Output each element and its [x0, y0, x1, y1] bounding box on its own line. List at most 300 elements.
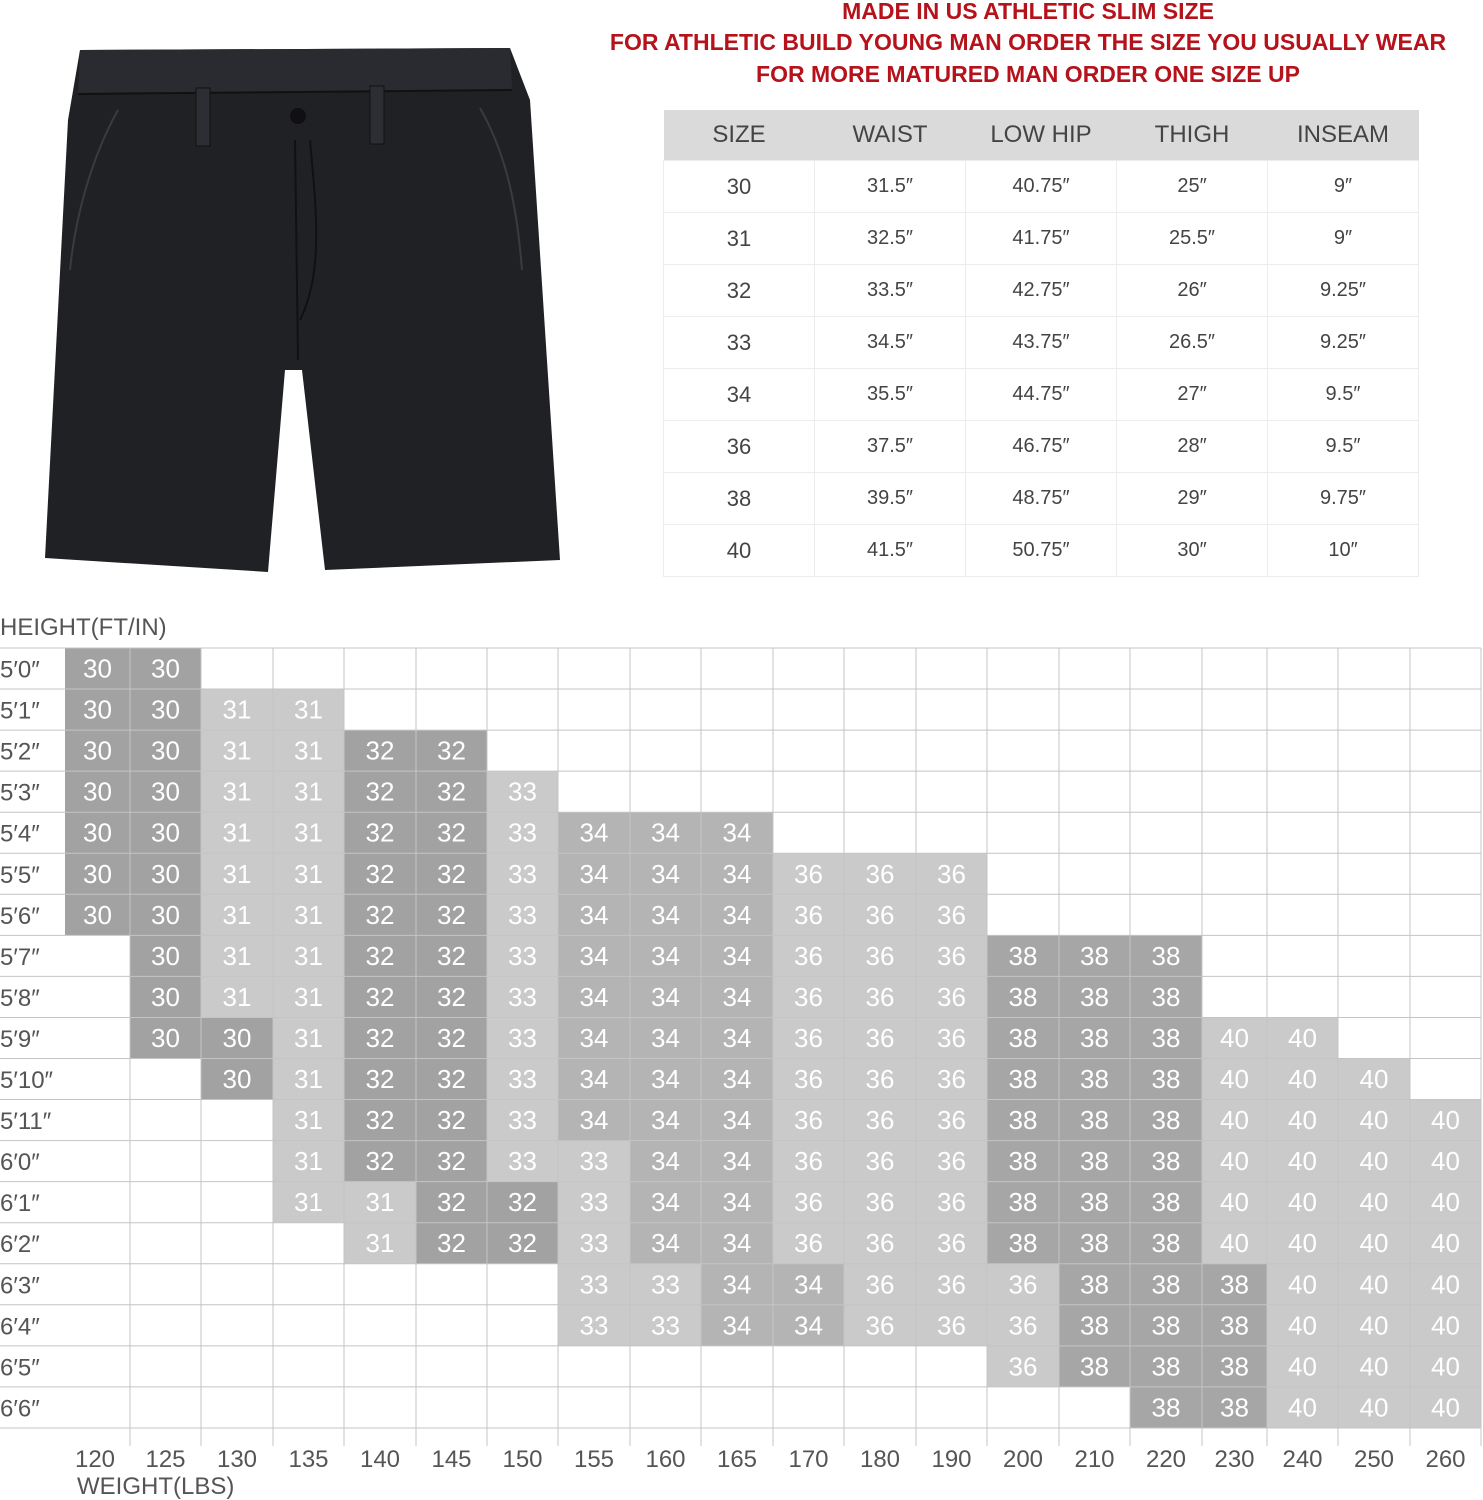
weight-tick-label: 200 — [1002, 1446, 1044, 1473]
size-cell-label: 38 — [1220, 1310, 1249, 1341]
size-cell-label: 31 — [222, 940, 252, 971]
size-cell-label: 38 — [1080, 1105, 1109, 1136]
size-cell-label: 36 — [865, 981, 895, 1012]
size-cell-label: 34 — [722, 1146, 752, 1177]
size-cell-label: 34 — [722, 940, 752, 971]
size-cell-label: 31 — [222, 817, 252, 848]
size-cell-label: 36 — [865, 1228, 895, 1259]
height-tick-label: 5′0″ — [0, 656, 40, 684]
size-cell-label: 38 — [1151, 1351, 1181, 1382]
height-tick-label: 6′2″ — [0, 1231, 40, 1259]
table-cell: 40.75″ — [966, 161, 1117, 213]
height-tick-label: 5′11″ — [0, 1108, 52, 1136]
size-cell-label: 38 — [1080, 981, 1109, 1012]
size-cell-label: 34 — [579, 1022, 609, 1053]
weight-tick-label: 190 — [931, 1446, 972, 1473]
weight-tick-label: 140 — [359, 1446, 401, 1473]
table-row — [664, 525, 1419, 577]
size-cell-label: 34 — [579, 940, 609, 971]
size-cell-label: 34 — [651, 1228, 680, 1259]
size-cell-label: 32 — [437, 1228, 466, 1259]
size-cell-label: 40 — [1359, 1105, 1389, 1136]
table-cell: 9″ — [1268, 161, 1419, 213]
size-cell-label: 31 — [294, 899, 323, 930]
size-cell-label: 33 — [579, 1310, 609, 1341]
table-cell: 43.75″ — [966, 317, 1117, 369]
note-line-2: FOR ATHLETIC BUILD YOUNG MAN ORDER THE SIZE YOU USUALLY WEAR — [609, 29, 1447, 55]
size-cell-label: 33 — [508, 1146, 537, 1177]
size-cell-label: 36 — [937, 981, 966, 1012]
size-cell-label: 32 — [437, 735, 466, 766]
table-cell: 34 — [664, 369, 815, 421]
size-cell-label: 38 — [1008, 1146, 1038, 1177]
size-spec-body — [664, 161, 1419, 577]
weight-tick-label: 125 — [145, 1446, 186, 1473]
size-cell-label: 33 — [508, 817, 537, 848]
size-cell-label: 38 — [1151, 940, 1181, 971]
height-tick-label: 6′4″ — [0, 1313, 40, 1341]
size-cell-label: 40 — [1220, 1146, 1249, 1177]
size-cell-label: 32 — [437, 940, 466, 971]
size-cell-label: 34 — [651, 1064, 680, 1095]
weight-tick-label: 155 — [573, 1446, 615, 1473]
size-cell-label: 33 — [579, 1187, 609, 1218]
table-cell: 9.75″ — [1268, 473, 1419, 525]
size-cell-label: 38 — [1220, 1351, 1249, 1382]
size-cell-label: 34 — [722, 1187, 752, 1218]
size-cell-label: 40 — [1288, 1022, 1317, 1053]
y-axis-label: HEIGHT(FT/IN) — [0, 614, 167, 641]
table-cell: 10″ — [1268, 525, 1419, 577]
weight-tick-label: 120 — [74, 1446, 116, 1473]
size-cell-label: 40 — [1288, 1310, 1317, 1341]
size-cell-label: 34 — [651, 1022, 680, 1053]
weight-tick-label: 260 — [1425, 1446, 1466, 1473]
size-cell-label: 38 — [1080, 1187, 1109, 1218]
size-cell-label: 40 — [1288, 1269, 1317, 1300]
table-cell: 46.75″ — [966, 421, 1117, 473]
size-cell-label: 31 — [294, 776, 323, 807]
size-cell-label: 31 — [294, 981, 323, 1012]
size-cell-label: 34 — [651, 981, 680, 1012]
size-cell-label: 36 — [1008, 1351, 1038, 1382]
size-cell-label: 32 — [437, 899, 466, 930]
size-cell-label: 36 — [937, 1228, 966, 1259]
size-cell-label: 38 — [1080, 1351, 1109, 1382]
size-cell-label: 36 — [794, 1105, 823, 1136]
weight-tick-label: 230 — [1214, 1446, 1255, 1473]
size-cell-label: 36 — [865, 940, 895, 971]
weight-tick-label: 220 — [1145, 1446, 1187, 1473]
size-cell-label: 33 — [651, 1269, 680, 1300]
size-cell-label: 36 — [865, 1022, 895, 1053]
size-cell-label: 32 — [437, 1187, 466, 1218]
size-cell-label: 31 — [294, 1022, 323, 1053]
size-cell-label: 40 — [1288, 1064, 1317, 1095]
size-cell-label: 36 — [865, 1269, 895, 1300]
weight-tick-label: 240 — [1282, 1446, 1323, 1473]
size-cell-label: 36 — [794, 1228, 823, 1259]
table-cell: 33.5″ — [815, 265, 966, 317]
size-cell-label: 31 — [222, 735, 252, 766]
table-cell: 42.75″ — [966, 265, 1117, 317]
size-cell-label: 34 — [722, 899, 752, 930]
weight-tick-label: 210 — [1074, 1446, 1115, 1473]
size-cell-label: 38 — [1080, 1064, 1109, 1095]
column-header-inseam: INSEAM — [1268, 110, 1419, 161]
size-cell-label: 30 — [151, 858, 180, 889]
size-cell-label: 40 — [1431, 1351, 1460, 1382]
size-cell-label: 40 — [1431, 1146, 1460, 1177]
size-cell-label: 34 — [651, 899, 680, 930]
size-cell-label: 31 — [365, 1187, 395, 1218]
size-cell-label: 38 — [1220, 1392, 1249, 1423]
size-cell-label: 33 — [651, 1310, 680, 1341]
size-cell-label: 31 — [222, 899, 252, 930]
size-cell-label: 38 — [1080, 1228, 1109, 1259]
size-cell-label: 38 — [1151, 981, 1181, 1012]
size-cell-label: 36 — [937, 1310, 966, 1341]
size-cell-label: 36 — [794, 940, 823, 971]
height-tick-label: 6′5″ — [0, 1354, 40, 1382]
height-tick-label: 6′6″ — [0, 1395, 40, 1423]
size-cell-label: 38 — [1008, 1105, 1038, 1136]
size-cell-label: 30 — [151, 981, 180, 1012]
size-cell-label: 36 — [937, 858, 966, 889]
size-cell-label: 36 — [937, 940, 966, 971]
size-cell-label: 34 — [722, 858, 752, 889]
table-cell: 41.75″ — [966, 213, 1117, 265]
weight-tick-label: 160 — [645, 1446, 686, 1473]
size-cell-label: 38 — [1220, 1269, 1249, 1300]
table-row — [664, 473, 1419, 525]
size-cell-label: 30 — [222, 1064, 252, 1095]
size-cell-label: 38 — [1080, 1269, 1109, 1300]
size-cell-label: 40 — [1288, 1105, 1317, 1136]
size-cell-label: 31 — [294, 940, 323, 971]
size-cell-label: 36 — [865, 1310, 895, 1341]
size-cell-label: 38 — [1008, 1187, 1038, 1218]
size-cell-label: 34 — [651, 858, 680, 889]
size-cell-label: 38 — [1008, 1022, 1038, 1053]
size-cell-label: 38 — [1008, 1228, 1038, 1259]
table-row — [664, 161, 1419, 213]
height-tick-label: 5′7″ — [0, 943, 40, 971]
size-cell-label: 36 — [794, 1064, 823, 1095]
shorts-icon — [45, 48, 560, 572]
table-cell: 38 — [664, 473, 815, 525]
size-cell-label: 32 — [437, 1064, 466, 1095]
weight-tick-label: 130 — [216, 1446, 258, 1473]
size-cell-label: 36 — [794, 1146, 823, 1177]
size-cell-label: 36 — [937, 1022, 966, 1053]
size-cell-label: 30 — [151, 899, 180, 930]
height-tick-label: 5′8″ — [0, 984, 40, 1012]
size-cell-label: 34 — [579, 858, 609, 889]
size-cell-label: 34 — [722, 817, 752, 848]
size-cell-label: 31 — [294, 694, 323, 725]
size-cell-label: 32 — [365, 858, 395, 889]
size-cell-label: 38 — [1008, 940, 1038, 971]
size-cell-label: 40 — [1359, 1351, 1389, 1382]
size-cell-label: 34 — [579, 981, 609, 1012]
size-cell-label: 40 — [1359, 1064, 1389, 1095]
table-cell: 9.25″ — [1268, 317, 1419, 369]
table-cell: 9.5″ — [1268, 369, 1419, 421]
size-cell-label: 40 — [1288, 1351, 1317, 1382]
weight-tick-label: 170 — [788, 1446, 829, 1473]
size-cell-label: 32 — [437, 776, 466, 807]
size-cell-label: 36 — [937, 1105, 966, 1136]
table-cell: 37.5″ — [815, 421, 966, 473]
table-cell: 28″ — [1117, 421, 1268, 473]
size-cell-label: 30 — [83, 776, 112, 807]
weight-tick-label: 250 — [1353, 1446, 1395, 1473]
size-cell-label: 36 — [865, 1105, 895, 1136]
size-cell-label: 33 — [579, 1146, 609, 1177]
size-cell-label: 30 — [83, 899, 112, 930]
note-line-1: MADE IN US ATHLETIC SLIM SIZE — [842, 0, 1214, 24]
size-cell-label: 36 — [937, 1187, 966, 1218]
size-cell-label: 31 — [294, 1146, 323, 1177]
size-cell-label: 31 — [294, 1187, 323, 1218]
size-cell-label: 31 — [294, 858, 323, 889]
size-spec-table — [663, 110, 1419, 577]
size-cell-label: 32 — [508, 1187, 537, 1218]
size-cell-label: 34 — [794, 1310, 823, 1341]
size-cell-label: 34 — [722, 1105, 752, 1136]
size-cell-label: 36 — [937, 1146, 966, 1177]
size-cell-label: 32 — [365, 940, 395, 971]
size-cell-label: 40 — [1359, 1310, 1389, 1341]
size-cell-label: 40 — [1220, 1187, 1249, 1218]
size-cell-label: 40 — [1359, 1392, 1389, 1423]
size-cell-label: 33 — [508, 1022, 537, 1053]
size-cell-label: 32 — [365, 899, 395, 930]
weight-tick-label: 150 — [502, 1446, 543, 1473]
size-cell-label: 34 — [722, 1269, 752, 1300]
size-cell-label: 31 — [222, 981, 252, 1012]
size-cell-label: 40 — [1431, 1187, 1460, 1218]
size-cell-label: 38 — [1151, 1228, 1181, 1259]
table-cell: 32.5″ — [815, 213, 966, 265]
shorts-product-image — [40, 40, 570, 580]
size-cell-label: 30 — [151, 776, 180, 807]
size-cell-label: 34 — [794, 1269, 823, 1300]
size-cell-label: 34 — [722, 981, 752, 1012]
size-cell-label: 34 — [579, 899, 609, 930]
size-cell-label: 34 — [722, 1064, 752, 1095]
table-row — [664, 421, 1419, 473]
size-cell-label: 40 — [1288, 1228, 1317, 1259]
column-header-low-hip: LOW HIP — [966, 110, 1117, 161]
size-cell-label: 38 — [1151, 1105, 1181, 1136]
size-cell-label: 33 — [579, 1269, 609, 1300]
size-cell-label: 33 — [508, 940, 537, 971]
height-tick-label: 5′5″ — [0, 861, 40, 889]
size-cell-label: 40 — [1288, 1392, 1317, 1423]
size-cell-label: 38 — [1080, 1146, 1109, 1177]
table-cell: 48.75″ — [966, 473, 1117, 525]
size-cell-label: 40 — [1359, 1228, 1389, 1259]
weight-tick-label: 165 — [716, 1446, 758, 1473]
size-cell-label: 30 — [83, 735, 112, 766]
size-cell-label: 40 — [1431, 1105, 1460, 1136]
size-cell-label: 38 — [1008, 1064, 1038, 1095]
column-header-waist: WAIST — [815, 110, 966, 161]
height-tick-label: 5′3″ — [0, 779, 40, 807]
size-cell-label: 40 — [1288, 1187, 1317, 1218]
size-cell-label: 36 — [794, 858, 823, 889]
size-cell-label: 38 — [1080, 1310, 1109, 1341]
size-cell-label: 38 — [1080, 1022, 1109, 1053]
size-cell-label: 38 — [1151, 1064, 1181, 1095]
size-cell-label: 40 — [1359, 1187, 1389, 1218]
note-line-3: FOR MORE MATURED MAN ORDER ONE SIZE UP — [756, 61, 1300, 87]
size-cell-label: 30 — [151, 694, 180, 725]
size-cell-label: 33 — [508, 1064, 537, 1095]
size-cell-label: 40 — [1359, 1269, 1389, 1300]
size-cell-label: 30 — [151, 1022, 180, 1053]
table-cell: 31.5″ — [815, 161, 966, 213]
table-row — [664, 265, 1419, 317]
size-cell-label: 30 — [83, 694, 112, 725]
size-cell-label: 30 — [151, 940, 180, 971]
size-cell-label: 36 — [865, 858, 895, 889]
size-cell-label: 31 — [294, 1064, 323, 1095]
size-cell-label: 31 — [222, 694, 252, 725]
table-cell: 26″ — [1117, 265, 1268, 317]
weight-tick-label: 135 — [288, 1446, 329, 1473]
size-cell-label: 32 — [365, 1146, 395, 1177]
size-cell-label: 36 — [1008, 1310, 1038, 1341]
size-cell-label: 40 — [1359, 1146, 1389, 1177]
size-cell-label: 40 — [1431, 1310, 1460, 1341]
size-cell-label: 32 — [437, 817, 466, 848]
height-tick-label: 6′1″ — [0, 1190, 40, 1218]
size-cell-label: 40 — [1220, 1105, 1249, 1136]
table-cell: 31 — [664, 213, 815, 265]
size-cell-label: 40 — [1220, 1064, 1249, 1095]
size-cell-label: 38 — [1151, 1310, 1181, 1341]
height-tick-label: 5′2″ — [0, 738, 40, 766]
size-cell-label: 31 — [365, 1228, 395, 1259]
table-cell: 30 — [664, 161, 815, 213]
size-cell-label: 34 — [579, 1064, 609, 1095]
size-cell-label: 30 — [83, 653, 112, 684]
weight-tick-label: 180 — [859, 1446, 901, 1473]
size-cell-label: 33 — [508, 1105, 537, 1136]
column-header-thigh: THIGH — [1117, 110, 1268, 161]
size-cell-label: 34 — [579, 817, 609, 848]
table-cell: 44.75″ — [966, 369, 1117, 421]
size-cell-label: 34 — [651, 817, 680, 848]
table-cell: 25″ — [1117, 161, 1268, 213]
height-tick-label: 6′0″ — [0, 1149, 40, 1177]
table-cell: 36 — [664, 421, 815, 473]
size-cell-label: 34 — [651, 940, 680, 971]
size-cell-label: 31 — [294, 1105, 323, 1136]
size-cell-label: 34 — [651, 1105, 680, 1136]
size-cell-label: 40 — [1431, 1269, 1460, 1300]
size-cell-label: 40 — [1220, 1228, 1249, 1259]
size-cell-label: 31 — [222, 776, 252, 807]
table-row — [664, 317, 1419, 369]
size-cell-label: 32 — [365, 1105, 395, 1136]
table-cell: 35.5″ — [815, 369, 966, 421]
size-cell-label: 38 — [1008, 981, 1038, 1012]
height-tick-label: 5′10″ — [0, 1067, 54, 1095]
size-cell-label: 34 — [579, 1105, 609, 1136]
size-cell-label: 32 — [365, 735, 395, 766]
size-cell-label: 34 — [722, 1022, 752, 1053]
table-row — [664, 369, 1419, 421]
size-cell-label: 40 — [1431, 1228, 1460, 1259]
table-cell: 30″ — [1117, 525, 1268, 577]
size-cell-label: 32 — [437, 1022, 466, 1053]
size-cell-label: 32 — [508, 1228, 537, 1259]
height-tick-label: 5′9″ — [0, 1025, 40, 1053]
size-cell-label: 36 — [865, 1187, 895, 1218]
height-tick-label: 5′6″ — [0, 902, 40, 930]
size-cell-label: 36 — [794, 981, 823, 1012]
size-cell-label: 38 — [1151, 1392, 1181, 1423]
size-cell-label: 36 — [865, 1146, 895, 1177]
size-cell-label: 36 — [937, 1269, 966, 1300]
size-cell-label: 32 — [437, 981, 466, 1012]
size-cell-label: 36 — [865, 1064, 895, 1095]
size-cell-label: 36 — [794, 899, 823, 930]
table-cell: 25.5″ — [1117, 213, 1268, 265]
size-cell-label: 30 — [83, 858, 112, 889]
height-tick-label: 6′3″ — [0, 1272, 40, 1300]
size-cell-label: 33 — [508, 776, 537, 807]
table-cell: 9″ — [1268, 213, 1419, 265]
size-cell-label: 34 — [651, 1146, 680, 1177]
table-cell: 27″ — [1117, 369, 1268, 421]
size-cell-label: 32 — [365, 1022, 395, 1053]
size-cell-label: 36 — [865, 899, 895, 930]
size-cell-label: 32 — [437, 1146, 466, 1177]
table-cell: 41.5″ — [815, 525, 966, 577]
size-cell-label: 32 — [437, 1105, 466, 1136]
size-cell-label: 31 — [294, 817, 323, 848]
size-cell-label: 40 — [1431, 1392, 1460, 1423]
size-cell-label: 40 — [1288, 1146, 1317, 1177]
size-spec-header — [664, 110, 1419, 161]
table-cell: 39.5″ — [815, 473, 966, 525]
size-cell-label: 36 — [937, 899, 966, 930]
size-cell-label: 40 — [1220, 1022, 1249, 1053]
size-cell-label: 33 — [579, 1228, 609, 1259]
size-cell-label: 38 — [1151, 1187, 1181, 1218]
size-cell-label: 32 — [365, 1064, 395, 1095]
size-cell-label: 32 — [365, 776, 395, 807]
size-cell-label: 36 — [794, 1022, 823, 1053]
size-cell-label: 33 — [508, 899, 537, 930]
size-cell-label: 38 — [1151, 1269, 1181, 1300]
table-cell: 40 — [664, 525, 815, 577]
size-cell-label: 32 — [437, 858, 466, 889]
size-cell-label: 33 — [508, 858, 537, 889]
size-cell-label: 31 — [294, 735, 323, 766]
size-cell-label: 36 — [1008, 1269, 1038, 1300]
table-cell: 26.5″ — [1117, 317, 1268, 369]
height-tick-label: 5′4″ — [0, 820, 40, 848]
size-cell-label: 34 — [722, 1310, 752, 1341]
size-cell-label: 30 — [151, 817, 180, 848]
size-cell-label: 32 — [365, 817, 395, 848]
